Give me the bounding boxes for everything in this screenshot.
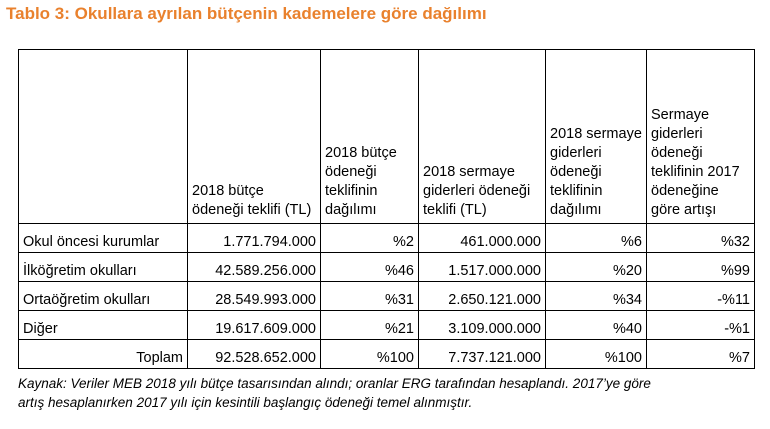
budget-cell: 19.617.609.000 [188, 311, 321, 340]
budget-cell: 42.589.256.000 [188, 253, 321, 282]
capital-increase-cell: -%11 [647, 282, 755, 311]
row-label: Diğer [19, 311, 188, 340]
table-row [19, 224, 755, 253]
header-cell-capital-increase: Sermaye giderleri ödeneği teklifinin 2017 ödeneğine göre artışı [647, 50, 755, 224]
capital-share-cell: %100 [546, 340, 647, 369]
row-label: Okul öncesi kurumlar [19, 224, 188, 253]
capital-cell: 461.000.000 [419, 224, 546, 253]
capital-cell: 3.109.000.000 [419, 311, 546, 340]
header-cell-capital-share: 2018 sermaye giderleri ödeneği teklifinin dağılımı [546, 50, 647, 224]
source-note-line: Kaynak: Veriler MEB 2018 yılı bütçe tasarısından alındı; oranlar ERG tarafından hesaplandı. 2017’ye göre [18, 376, 651, 391]
capital-share-cell: %20 [546, 253, 647, 282]
capital-share-cell: %6 [546, 224, 647, 253]
table-title: Tablo 3: Okullara ayrılan bütçenin kademelere göre dağılımı [6, 4, 487, 23]
budget-share-cell: %100 [321, 340, 419, 369]
capital-share-cell: %34 [546, 282, 647, 311]
table-row [19, 311, 755, 340]
total-label: Toplam [19, 340, 188, 369]
row-label: İlköğretim okulları [19, 253, 188, 282]
header-cell-budget: 2018 bütçe ödeneği teklifi (TL) [188, 50, 321, 224]
budget-share-cell: %31 [321, 282, 419, 311]
table-total-row [19, 340, 755, 369]
capital-share-cell: %40 [546, 311, 647, 340]
budget-table [18, 49, 755, 369]
capital-increase-cell: -%1 [647, 311, 755, 340]
row-label: Ortaöğretim okulları [19, 282, 188, 311]
capital-increase-cell: %99 [647, 253, 755, 282]
capital-cell: 1.517.000.000 [419, 253, 546, 282]
header-cell-budget-share: 2018 bütçe ödeneği teklifinin dağılımı [321, 50, 419, 224]
header-cell-category [19, 50, 188, 224]
header-cell-capital: 2018 sermaye giderleri ödeneği teklifi (TL) [419, 50, 546, 224]
table-header-row [19, 50, 755, 224]
source-note-line: artış hesaplanırken 2017 yılı için kesintili başlangıç ödeneği temel alınmıştır. [18, 395, 473, 410]
budget-share-cell: %2 [321, 224, 419, 253]
capital-cell: 2.650.121.000 [419, 282, 546, 311]
table-row [19, 253, 755, 282]
source-note [18, 374, 762, 412]
budget-share-cell: %46 [321, 253, 419, 282]
budget-cell: 1.771.794.000 [188, 224, 321, 253]
budget-cell: 92.528.652.000 [188, 340, 321, 369]
budget-cell: 28.549.993.000 [188, 282, 321, 311]
capital-increase-cell: %7 [647, 340, 755, 369]
capital-increase-cell: %32 [647, 224, 755, 253]
budget-share-cell: %21 [321, 311, 419, 340]
capital-cell: 7.737.121.000 [419, 340, 546, 369]
table-row [19, 282, 755, 311]
